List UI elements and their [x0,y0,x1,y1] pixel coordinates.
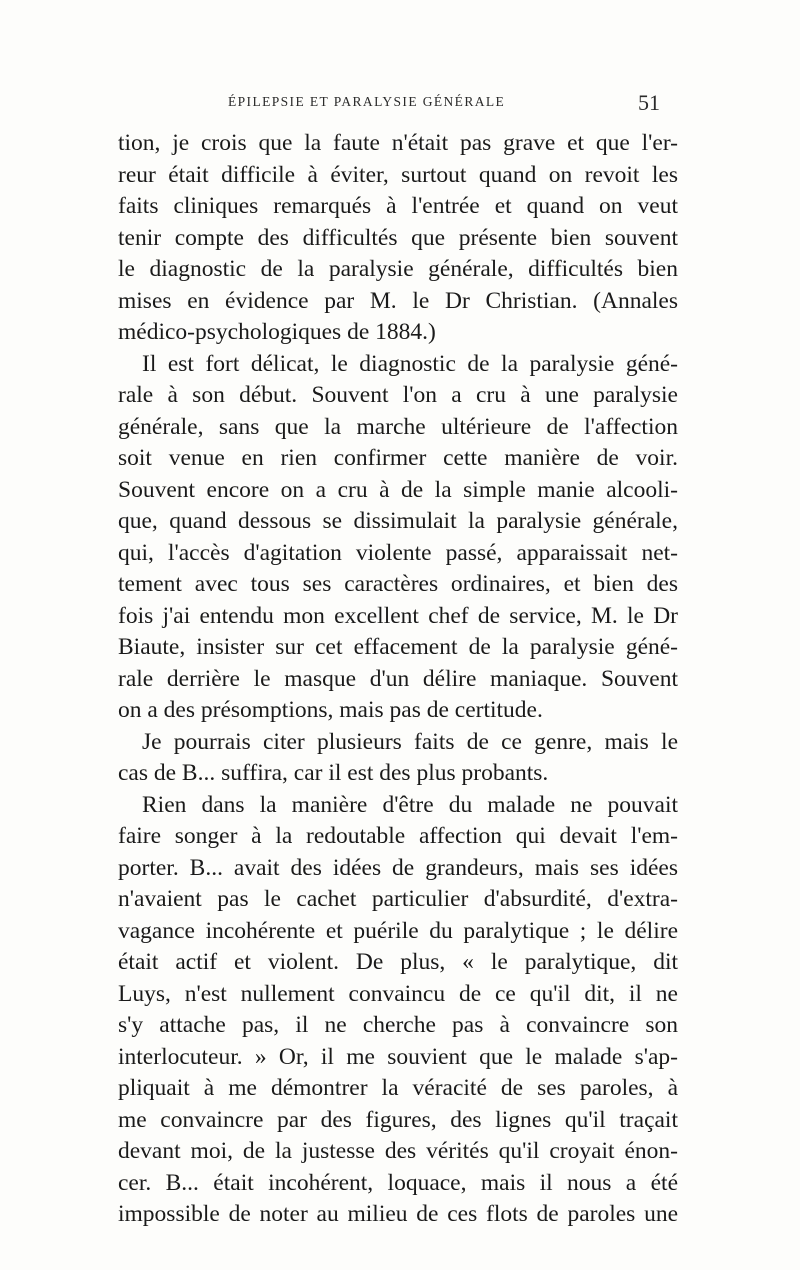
text-line: n'avaient pas le cachet particulier d'absurdité, d'extra- [118,886,678,912]
text-line: cer. B... était incohérent, loquace, mais il nous a été [118,1169,678,1196]
text-line: rale derrière le masque d'un délire maniaque. Souvent [118,665,678,692]
text-line: médico-psychologiques de 1884.) [118,319,436,345]
text-line: mises en évidence par M. le Dr Christian. (Annales [118,287,678,314]
text-line: devant moi, de la justesse des vérités qu'il croyait énon- [118,1138,678,1164]
text-line: porter. B... avait des idées de grandeurs, mais ses idées [118,854,678,881]
text-line: Souvent encore on a cru à de la simple manie alcooli- [118,476,678,503]
text-line: vagance incohérente et puérile du paralytique ; le délire [118,917,678,944]
paragraph-start-line: Il est fort délicat, le diagnostic de la paralysie géné- [142,350,678,377]
text-line: qui, l'accès d'agitation violente passé, apparaissait net- [118,539,678,566]
text-line: impossible de noter au milieu de ces flots de paroles une [118,1201,678,1227]
running-head [118,90,670,118]
text-line: faits cliniques remarqués à l'entrée et quand on veut [118,193,678,219]
text-line: fois j'ai entendu mon excellent chef de service, M. le Dr [118,602,678,629]
text-line: tement avec tous ses caractères ordinaires, et bien des [118,571,678,597]
text-line: Luys, n'est nullement convaincu de ce qu'il dit, il ne [118,980,678,1007]
text-line: tion, je crois que la faute n'était pas grave et que l'er- [118,130,678,156]
text-line: pliquait à me démontrer la véracité de ses paroles, à [118,1075,678,1101]
page-number: 51 [638,90,660,115]
text-line: s'y attache pas, il ne cherche pas à convaincre son [118,1012,678,1038]
text-line: le diagnostic de la paralysie générale, difficultés bien [118,256,678,282]
text-line: reur était difficile à éviter, surtout quand on revoit les [118,161,678,188]
running-title: ÉPILEPSIE ET PARALYSIE GÉNÉRALE [228,94,506,109]
text-line: me convaincre par des figures, des lignes qu'il traçait [118,1106,678,1133]
text-line: cas de B... suffira, car il est des plus probants. [118,760,549,786]
text-line: que, quand dessous se dissimulait la paralysie générale, [118,508,678,534]
text-line: on a des présomptions, mais pas de certitude. [118,697,543,723]
text-line: Biaute, insister sur cet effacement de la paralysie géné- [118,634,678,660]
text-line: était actif et violent. De plus, « le paralytique, dit [118,949,678,975]
text-line: tenir compte des difficultés que présente bien souvent [118,224,678,251]
text-line: faire songer à la redoutable affection qui devait l'em- [118,823,678,849]
text-line: générale, sans que la marche ultérieure de l'affection [118,413,678,440]
body-text [118,128,678,1231]
paragraph-start-line: Je pourrais citer plusieurs faits de ce genre, mais le [142,728,678,755]
text-line: rale à son début. Souvent l'on a cru à une paralysie [118,382,678,408]
text-line: soit venue en rien confirmer cette manière de voir. [118,445,678,471]
paragraph-start-line: Rien dans la manière d'être du malade ne pouvait [142,791,678,818]
text-line: interlocuteur. » Or, il me souvient que le malade s'ap- [118,1043,678,1070]
